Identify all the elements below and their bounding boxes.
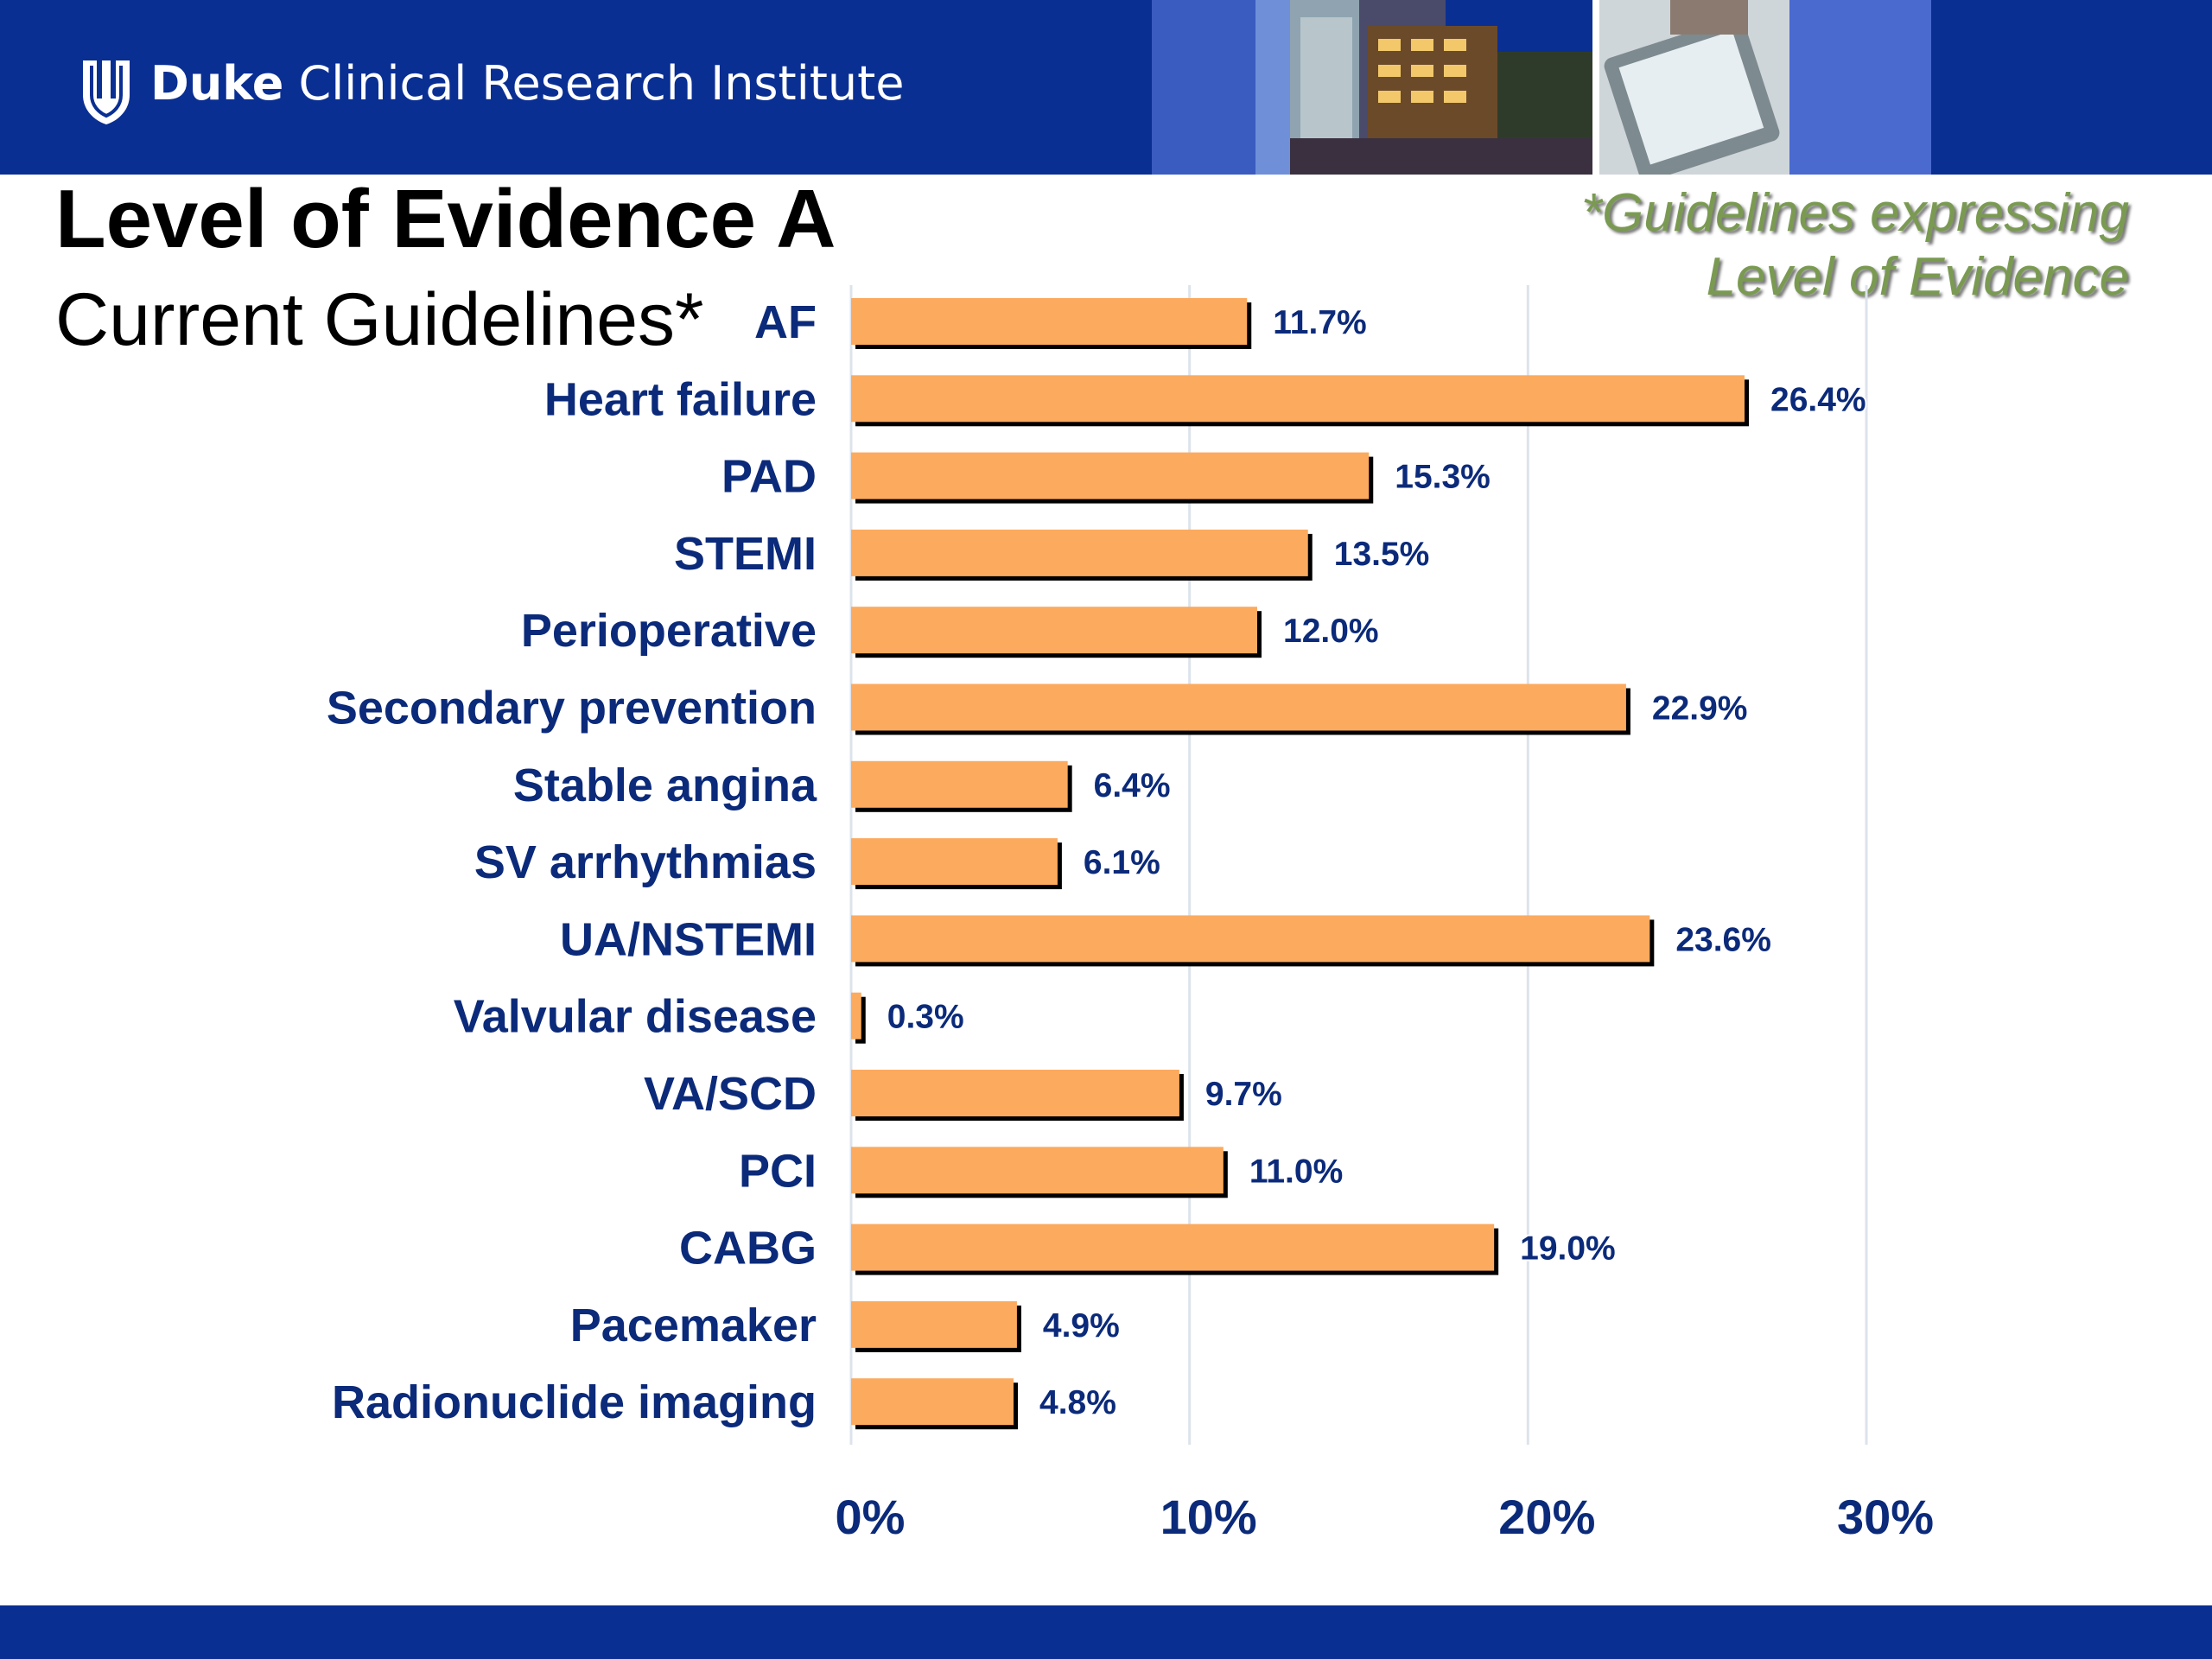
value-label: 12.0%	[1283, 613, 1379, 651]
category-label: SV arrhythmias	[474, 836, 817, 889]
value-label: 26.4%	[1770, 381, 1866, 419]
bar	[851, 298, 1247, 345]
x-tick-label: 0%	[835, 1490, 906, 1544]
footnote-line-1: *Guidelines expressing	[1580, 183, 2129, 243]
bar	[851, 1378, 1014, 1425]
x-tick-label: 10%	[1160, 1490, 1257, 1544]
value-label: 6.1%	[1083, 844, 1160, 882]
value-label: 22.9%	[1651, 690, 1748, 728]
value-label: 6.4%	[1093, 766, 1171, 804]
category-label: VA/SCD	[643, 1068, 817, 1120]
bar	[851, 684, 1626, 731]
bar	[851, 607, 1257, 653]
value-label: 13.5%	[1333, 535, 1430, 573]
category-label: PAD	[721, 450, 817, 503]
category-label: Heart failure	[543, 373, 817, 426]
category-label: Stable angina	[512, 759, 817, 811]
bar	[851, 1147, 1224, 1193]
value-label: 11.0%	[1249, 1153, 1344, 1191]
value-label: 23.6%	[1675, 921, 1771, 959]
slide-title: Level of Evidence A	[55, 173, 836, 265]
org-name-rest: Clinical Research Institute	[298, 56, 905, 111]
bar	[851, 993, 861, 1039]
footer-banner	[0, 1605, 2212, 1659]
category-label: STEMI	[673, 527, 817, 580]
category-label: Radionuclide imaging	[331, 1376, 817, 1429]
bar	[851, 1070, 1179, 1116]
bar	[851, 1224, 1494, 1271]
value-label: 0.3%	[887, 998, 964, 1036]
category-label: CABG	[679, 1222, 817, 1274]
bar	[851, 761, 1068, 808]
x-tick-label: 20%	[1498, 1490, 1596, 1544]
category-label: Secondary prevention	[326, 682, 817, 734]
slide-subtitle: Current Guidelines*	[55, 278, 704, 361]
category-label: Pacemaker	[569, 1299, 817, 1351]
bar	[851, 375, 1745, 422]
x-tick-label: 30%	[1836, 1490, 1935, 1544]
bar	[851, 838, 1058, 885]
value-label: 15.3%	[1395, 458, 1491, 496]
category-label: Valvular disease	[453, 990, 817, 1043]
org-name-bold: Duke	[150, 56, 284, 111]
bar	[851, 530, 1308, 576]
bar	[851, 1301, 1017, 1348]
category-label: UA/NSTEMI	[560, 913, 817, 966]
value-label: 19.0%	[1520, 1230, 1616, 1268]
bar	[851, 915, 1649, 962]
value-label: 4.8%	[1039, 1384, 1116, 1422]
value-label: 4.9%	[1042, 1306, 1120, 1344]
value-label: 11.7%	[1273, 304, 1367, 341]
value-label: 9.7%	[1205, 1076, 1282, 1113]
footnote-line-2: Level of Evidence	[1706, 247, 2129, 307]
category-label: AF	[754, 296, 817, 348]
category-label: Perioperative	[520, 605, 817, 658]
category-label: PCI	[738, 1145, 817, 1198]
bar	[851, 453, 1369, 499]
